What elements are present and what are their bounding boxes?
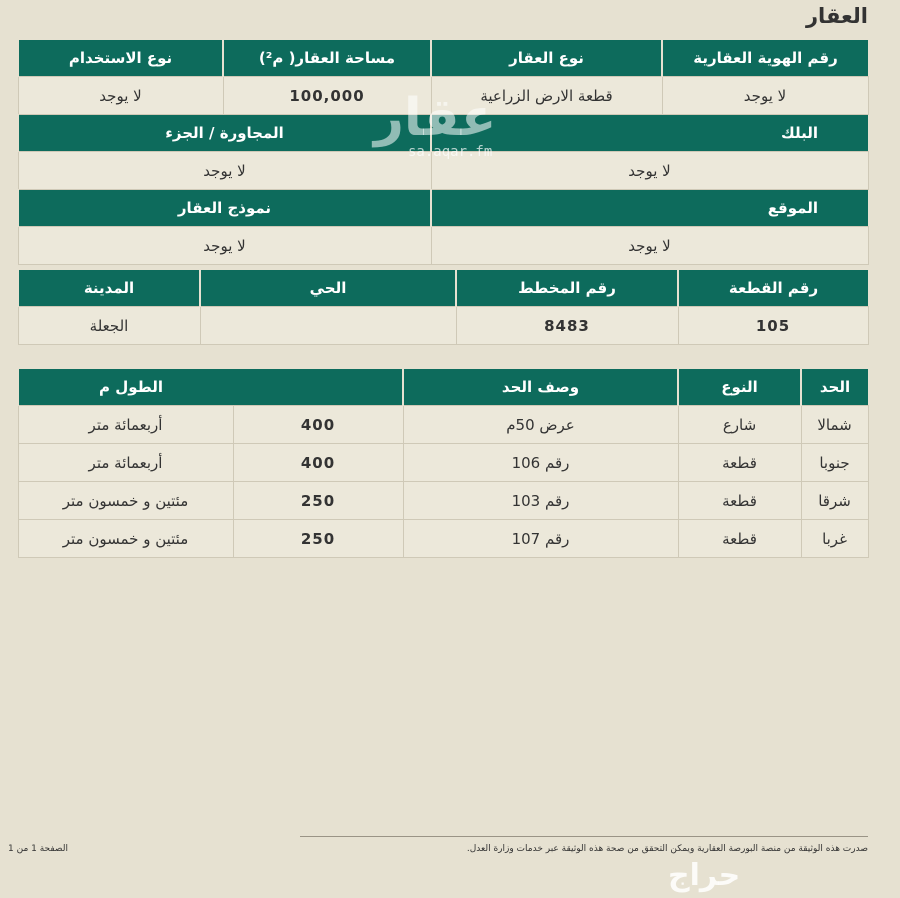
header-usage-type: نوع الاستخدام — [18, 40, 223, 77]
property-header-row-1 — [18, 40, 868, 77]
header-city: المدينة — [18, 270, 200, 307]
value-scheme-number: 8483 — [456, 307, 678, 345]
border-length-words: مئتين و خمسون متر — [18, 520, 233, 558]
property-value-row-2 — [18, 152, 868, 190]
watermark-url: sa.aqar.fm — [408, 144, 493, 160]
table-row — [18, 520, 868, 558]
border-side: جنوبا — [801, 444, 868, 482]
value-property-area: 100,000 — [223, 77, 431, 115]
value-usage-type: لا يوجد — [18, 77, 223, 115]
header-property-model: نموذج العقار — [18, 190, 431, 227]
value-property-type: قطعة الارض الزراعية — [431, 77, 662, 115]
border-length-words: أربعمائة متر — [18, 444, 233, 482]
border-side: شمالا — [801, 406, 868, 444]
header-border-description: وصف الحد — [403, 369, 678, 406]
footer-note: صدرت هذه الوثيقة من منصة البورصة العقارية ويمكن التحقق من صحة هذه الوثيقة عبر خدمات وزارة العدل. — [466, 844, 868, 854]
header-neighbor-part: المجاورة / الجزء — [18, 115, 431, 152]
header-property-id: رقم الهوية العقارية — [662, 40, 868, 77]
property-header-row-3 — [18, 190, 868, 227]
property-table — [17, 40, 869, 265]
border-description: عرض 50م — [403, 406, 678, 444]
header-border-side: الحد — [801, 369, 868, 406]
table-row — [18, 482, 868, 520]
property-value-row-1 — [18, 77, 868, 115]
value-location: لا يوجد — [431, 227, 868, 265]
watermark-logo-text: عقار — [374, 88, 497, 148]
property-value-row-3 — [18, 227, 868, 265]
borders-table — [17, 369, 869, 558]
header-location: الموقع — [431, 190, 868, 227]
border-side: شرقا — [801, 482, 868, 520]
header-block: البلك — [431, 115, 868, 152]
page-number: الصفحة 1 من 1 — [8, 844, 68, 854]
header-plot-number: رقم القطعة — [678, 270, 868, 307]
header-property-type: نوع العقار — [431, 40, 662, 77]
table-row — [18, 406, 868, 444]
value-plot-number: 105 — [678, 307, 868, 345]
plot-table — [17, 270, 869, 345]
value-block: لا يوجد — [431, 152, 868, 190]
header-district: الحي — [200, 270, 456, 307]
border-description: رقم 103 — [403, 482, 678, 520]
border-length-words: مئتين و خمسون متر — [18, 482, 233, 520]
header-border-length: الطول م — [18, 369, 403, 406]
borders-header-row — [18, 369, 868, 406]
border-description: رقم 107 — [403, 520, 678, 558]
border-type: قطعة — [678, 520, 801, 558]
value-city: الجعلة — [18, 307, 200, 345]
haraj-watermark — [668, 858, 900, 898]
value-neighbor-part: لا يوجد — [18, 152, 431, 190]
haraj-logo-text: حراج — [668, 858, 741, 893]
section-title: العقار — [805, 4, 868, 28]
footer-divider — [300, 836, 868, 837]
border-length: 400 — [233, 406, 403, 444]
border-side: غربا — [801, 520, 868, 558]
table-row — [18, 444, 868, 482]
value-property-id: لا يوجد — [662, 77, 868, 115]
border-type: قطعة — [678, 444, 801, 482]
plot-header-row — [18, 270, 868, 307]
border-length: 250 — [233, 520, 403, 558]
border-length: 250 — [233, 482, 403, 520]
value-district — [200, 307, 456, 345]
header-property-area: مساحة العقار( م²) — [223, 40, 431, 77]
value-property-model: لا يوجد — [18, 227, 431, 265]
property-header-row-2 — [18, 115, 868, 152]
border-length-words: أربعمائة متر — [18, 406, 233, 444]
border-length: 400 — [233, 444, 403, 482]
border-type: شارع — [678, 406, 801, 444]
border-type: قطعة — [678, 482, 801, 520]
header-border-type: النوع — [678, 369, 801, 406]
plot-value-row — [18, 307, 868, 345]
header-scheme-number: رقم المخطط — [456, 270, 678, 307]
border-description: رقم 106 — [403, 444, 678, 482]
